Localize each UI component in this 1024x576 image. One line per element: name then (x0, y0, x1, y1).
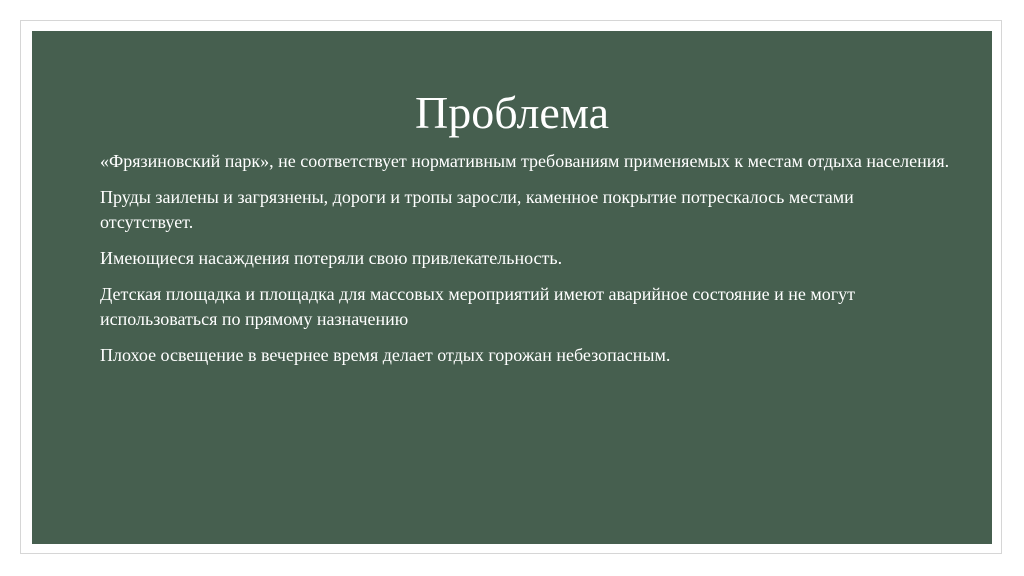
slide-body (100, 149, 950, 379)
slide (32, 31, 992, 544)
slide-paragraph: Имеющиеся насаждения потеряли свою привлекательность. (100, 248, 563, 268)
slide-paragraph: Пруды заилены и загрязнены, дороги и тропы заросли, каменное покрытие потрескалось местами отсутствует. (100, 187, 854, 232)
slide-paragraph: Детская площадка и площадка для массовых мероприятий имеют аварийное состояние и не могут использоваться по прямому назначению (100, 284, 855, 329)
slide-paragraph: «Фрязиновский парк», не соответствует нормативным требованиям применяемых к местам отдыха населения. (100, 151, 950, 171)
slide-title: Проблема (414, 87, 610, 138)
slide-paragraph: Плохое освещение в вечернее время делает отдых горожан небезопасным. (100, 345, 671, 365)
